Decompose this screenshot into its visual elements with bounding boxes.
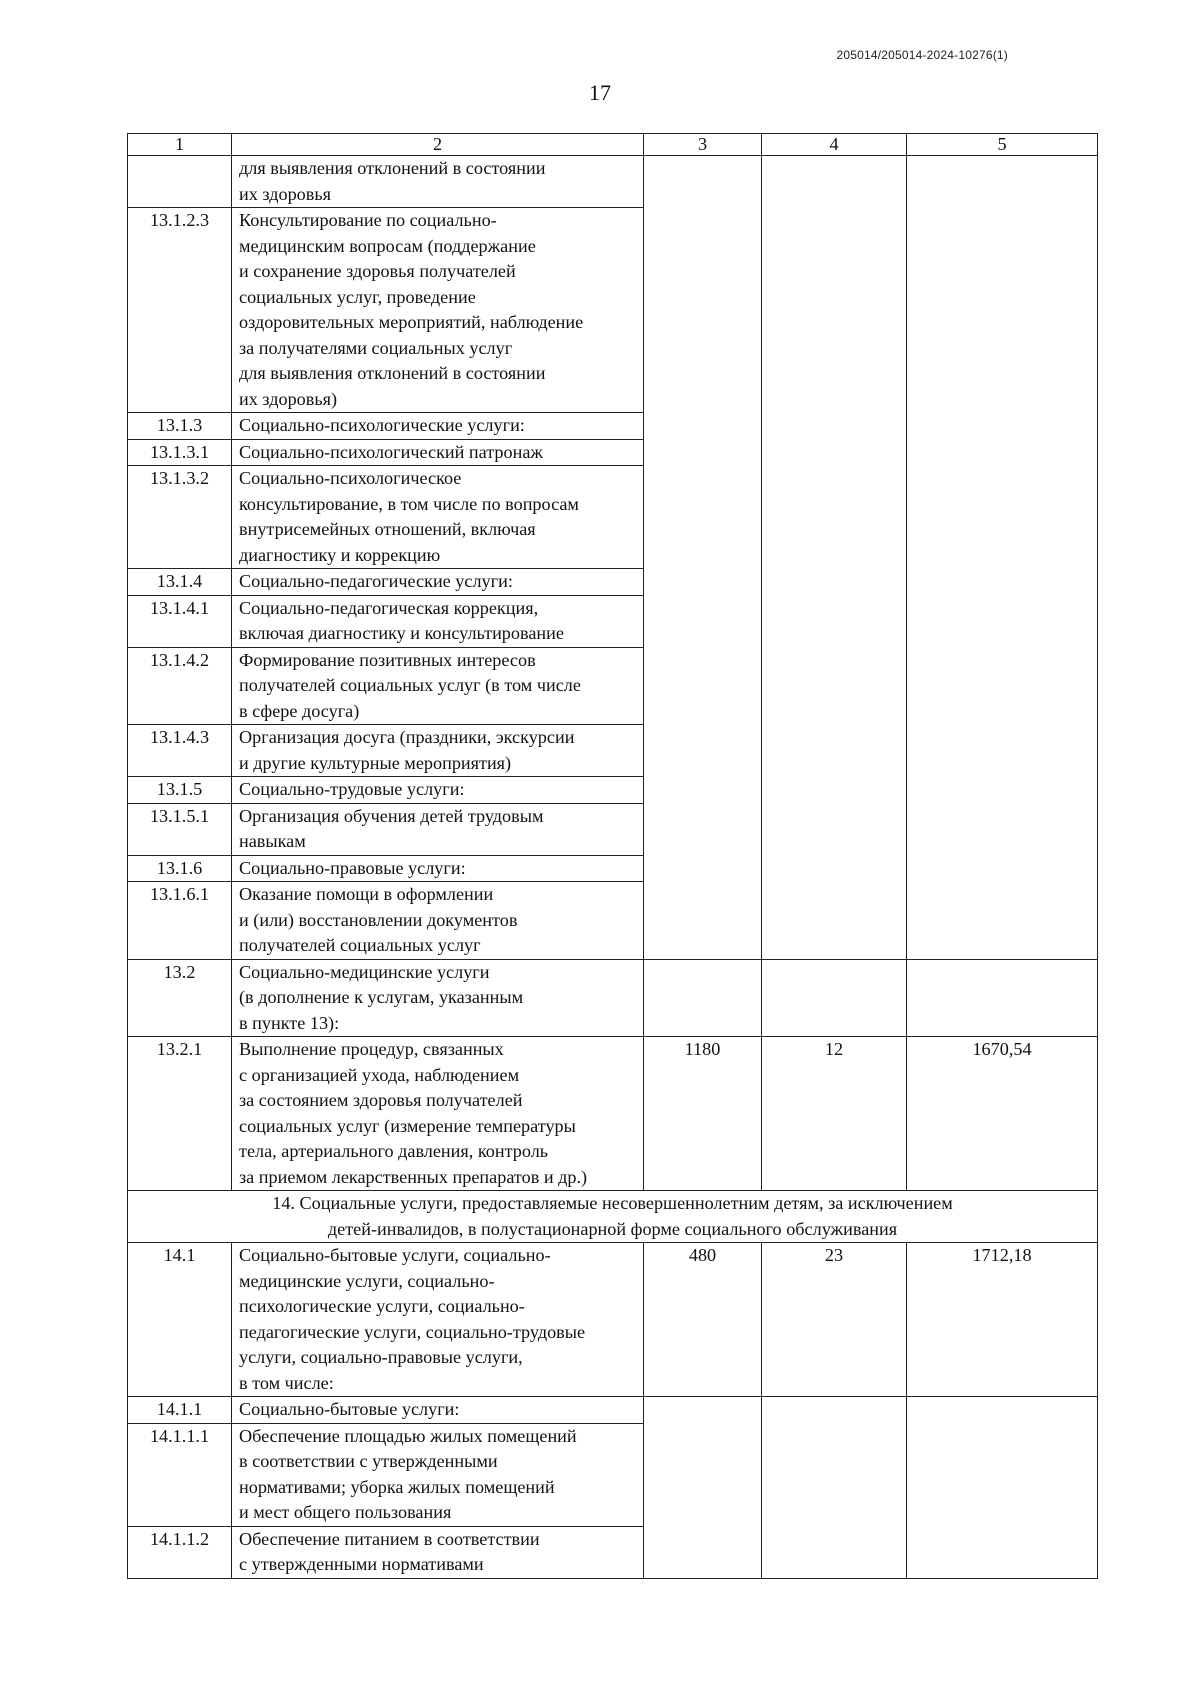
empty-cell [762,855,907,882]
row-code [128,156,232,208]
row-description: Социально-правовые услуги: [232,855,644,882]
column-header-2: 2 [232,134,644,156]
column-header-5: 5 [907,134,1098,156]
empty-cell [907,466,1098,569]
table-row [128,439,1098,466]
empty-cell [762,725,907,777]
value-col5: 1670,54 [907,1037,1098,1191]
empty-cell [762,208,907,413]
table-row [128,803,1098,855]
row-code: 13.2 [128,959,232,1037]
empty-cell [644,595,762,647]
value-col5: 1712,18 [907,1243,1098,1397]
empty-cell [644,1423,762,1526]
row-description: Выполнение процедур, связанных с организацией ухода, наблюдением за состоянием здоровья получателей социальных услуг (измерение температуры тела, артериального давления, контроль за приемом лекарственных препаратов и др.) [232,1037,644,1191]
row-description: Оказание помощи в оформлении и (или) восстановлении документов получателей социальных услуг [232,882,644,960]
empty-cell [644,882,762,960]
empty-cell [762,595,907,647]
row-code: 13.1.4.3 [128,725,232,777]
row-description: Социально-психологическое консультирование, в том числе по вопросам внутрисемейных отношений, включая диагностику и коррекцию [232,466,644,569]
value-col4: 12 [762,1037,907,1191]
empty-cell [762,413,907,440]
table-row [128,1037,1098,1191]
empty-cell [762,777,907,804]
row-code: 13.1.4.2 [128,647,232,725]
section-title: 14. Социальные услуги, предоставляемые несовершеннолетним детям, за исключением детей-инвалидов, в полустационарной форме социального обслуживания [128,1191,1098,1243]
empty-cell [907,882,1098,960]
empty-cell [644,1397,762,1424]
row-description: Формирование позитивных интересов получателей социальных услуг (в том числе в сфере досуга) [232,647,644,725]
column-header-1: 1 [128,134,232,156]
table-row [128,208,1098,413]
table-row [128,882,1098,960]
row-code: 13.1.3 [128,413,232,440]
table-row [128,595,1098,647]
empty-cell [907,959,1098,1037]
row-description: Социально-трудовые услуги: [232,777,644,804]
row-code: 14.1.1.2 [128,1526,232,1578]
row-description: Социально-психологические услуги: [232,413,644,440]
empty-cell [644,569,762,596]
document-id: 205014/205014-2024-10276(1) [836,48,1008,62]
table-row [128,855,1098,882]
row-description: Социально-бытовые услуги: [232,1397,644,1424]
empty-cell [644,208,762,413]
empty-cell [762,803,907,855]
empty-cell [762,882,907,960]
empty-cell [907,647,1098,725]
row-code: 13.1.2.3 [128,208,232,413]
table-row [128,466,1098,569]
empty-cell [644,466,762,569]
empty-cell [644,1526,762,1578]
empty-cell [762,647,907,725]
row-code: 14.1.1 [128,1397,232,1424]
empty-cell [907,777,1098,804]
empty-cell [907,1397,1098,1424]
row-code: 13.1.6 [128,855,232,882]
empty-cell [762,1397,907,1424]
table-row [128,777,1098,804]
row-code: 13.1.5.1 [128,803,232,855]
row-description: Организация досуга (праздники, экскурсии и другие культурные мероприятия) [232,725,644,777]
row-code: 14.1.1.1 [128,1423,232,1526]
row-code: 13.1.3.1 [128,439,232,466]
empty-cell [907,1526,1098,1578]
row-code: 13.1.6.1 [128,882,232,960]
section-row [128,1191,1098,1243]
empty-cell [762,569,907,596]
empty-cell [907,803,1098,855]
row-code: 13.2.1 [128,1037,232,1191]
table-row [128,569,1098,596]
empty-cell [762,1423,907,1526]
row-description: Организация обучения детей трудовым навыкам [232,803,644,855]
empty-cell [907,855,1098,882]
row-code: 13.1.4 [128,569,232,596]
column-header-4: 4 [762,134,907,156]
empty-cell [907,208,1098,413]
empty-cell [907,413,1098,440]
value-col3: 1180 [644,1037,762,1191]
table-row [128,959,1098,1037]
empty-cell [644,413,762,440]
empty-cell [644,777,762,804]
table-row [128,413,1098,440]
table-row [128,156,1098,208]
page-number: 17 [589,80,611,105]
table-row [128,1423,1098,1526]
empty-cell [907,595,1098,647]
empty-cell [762,156,907,208]
empty-cell [762,959,907,1037]
row-code: 14.1 [128,1243,232,1397]
empty-cell [644,855,762,882]
empty-cell [907,156,1098,208]
value-col3: 480 [644,1243,762,1397]
row-description: Социально-медицинские услуги (в дополнение к услугам, указанным в пункте 13): [232,959,644,1037]
empty-cell [644,647,762,725]
empty-cell [644,439,762,466]
row-description: Социально-педагогическая коррекция, включая диагностику и консультирование [232,595,644,647]
empty-cell [644,156,762,208]
tariff-table [127,133,1098,1579]
table-row [128,1526,1098,1578]
header-row [128,134,1098,156]
table-row [128,725,1098,777]
row-description: Социально-педагогические услуги: [232,569,644,596]
empty-cell [907,725,1098,777]
empty-cell [644,959,762,1037]
row-description: Обеспечение площадью жилых помещений в соответствии с утвержденными нормативами; уборка жилых помещений и мест общего пользования [232,1423,644,1526]
column-header-3: 3 [644,134,762,156]
empty-cell [644,725,762,777]
empty-cell [907,1423,1098,1526]
empty-cell [762,466,907,569]
row-description: Консультирование по социально- медицинским вопросам (поддержание и сохранение здоровья получателей социальных услуг, проведение оздоровительных мероприятий, наблюдение за получателями социальных услуг для выявления отклонений в состоянии их здоровья) [232,208,644,413]
table-row [128,1243,1098,1397]
empty-cell [644,803,762,855]
empty-cell [762,1526,907,1578]
row-description: Социально-бытовые услуги, социально- медицинские услуги, социально- психологические услуги, социально- педагогические услуги, социально-трудовые услуги, социально-правовые услуги, в том числе: [232,1243,644,1397]
table-row [128,647,1098,725]
row-code: 13.1.5 [128,777,232,804]
row-code: 13.1.4.1 [128,595,232,647]
value-col4: 23 [762,1243,907,1397]
empty-cell [907,439,1098,466]
row-description: Социально-психологический патронаж [232,439,644,466]
empty-cell [907,569,1098,596]
empty-cell [762,439,907,466]
row-description: для выявления отклонений в состоянии их здоровья [232,156,644,208]
table-row [128,1397,1098,1424]
row-code: 13.1.3.2 [128,466,232,569]
row-description: Обеспечение питанием в соответствии с утвержденными нормативами [232,1526,644,1578]
